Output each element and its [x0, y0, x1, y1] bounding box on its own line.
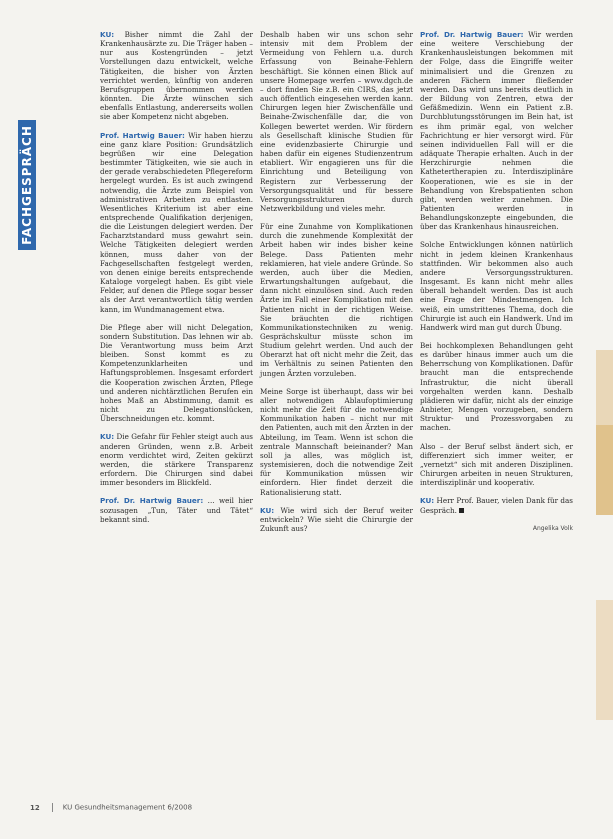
adjacent-page-edge	[596, 425, 613, 515]
paragraph	[260, 30, 413, 213]
speaker-label: Prof. Dr. Hartwig Bauer:	[420, 30, 524, 39]
section-label: FACHGESPRÄCH	[20, 125, 34, 245]
paragraph-text: Deshalb haben wir uns schon sehr intensiv mit dem Problem der Vermeidung von Fehlern u.a. durch Erfassung von Beinahe-Fehlern beschäftigt. Sie können einen Blick auf unsere Homepage werfen – www.dgch.de – dort finden Sie z.B. ein CIRS, das jetzt auch öffentlich eingesehen werden kann. Chirurgen legen hier Zwischenfälle und Beinahe-Zwischenfälle dar, die von Kollegen bewertet werden. Wir fördern als Gesellschaft klinische Studien für eine evidenzbasierte Chirurgie und haben dafür ein eigenes Studienzentrum etabliert. Wir engagieren uns für die Einrichtung und Beteiligung von Registern zur Verbesserung der Versorgungsqualität und für bessere Versorgungsstrukturen durch Netzwerkbildung und vieles mehr.	[260, 30, 413, 213]
paragraph	[420, 30, 573, 231]
paragraph	[260, 387, 413, 497]
paragraph-text: Meine Sorge ist überhaupt, dass wir bei aller notwendigen Ablaufoptimierung nicht mehr die Zeit für die notwendige Kommunikation haben – nicht nur mit den Patienten, auch mit den Ärzten in der Abteilung, im Team. Wenn ist schon die zentrale Mannschaft beieinander? Man soll ja alles, was möglich ist, systemisieren, doch die notwendige Zeit für Kommunikation müssen wir einfordern. Hier findet derzeit die Rationalisierung statt.	[260, 386, 413, 497]
paragraph-text: Die Pflege aber will nicht Delegation, sondern Substitution. Das lehnen wir ab. Die Verantwortung muss beim Arzt bleiben. Sonst kommt es zu Kompetenzunklarheiten und Haftungsproblemen. Insgesamt erfordert die Kooperation zwischen Ärzten, Pflege und anderen nichtärztlichen Berufen ein hohes Maß an Abstimmung, damit es nicht zu Delegationslücken, Überschneidungen etc. kommt.	[100, 322, 253, 424]
paragraph-text: Solche Entwicklungen können natürlich nicht in jedem kleinen Krankenhaus stattfinden. Wir bekommen also auch andere Versorgungsstrukturen. Insgesamt. Es kann nicht mehr alles überall behandelt werden. Das ist auch eine Frage der Mindestmengen. Ich weiß, ein umstrittenes Thema, doch die Chirurgie ist auch ein Handwerk. Und im Handwerk wird man gut durch Übung.	[420, 240, 573, 332]
speaker-label: KU:	[100, 30, 115, 39]
text-column-1	[100, 30, 253, 533]
paragraph	[100, 30, 253, 122]
paragraph	[420, 442, 573, 488]
publication-title: KU Gesundheitsmanagement 6/2008	[62, 803, 193, 812]
paragraph	[100, 131, 253, 314]
section-sidebar	[18, 120, 36, 250]
speaker-label: Prof. Hartwig Bauer:	[100, 130, 185, 140]
paragraph-text: Herr Prof. Bauer, vielen Dank für das Gespräch.	[420, 496, 573, 515]
author-credit: Angelika Volk	[532, 524, 573, 532]
footer-divider	[52, 803, 53, 812]
paragraph-text: Wir haben hierzu eine ganz klare Position: Grundsätzlich begrüßen wir eine Delegation bestimmter Tätigkeiten, wie sie auch in der gerade verabschiedeten Pflegereform hergelegt wurden. Es ist auch zwingend notwendig, die Ärzte zum Beispiel von administrativen Arbeiten zu entlasten. Wesentliches Kriterium ist aber eine entsprechende Qualifikation derjenigen, die die Leistungen delegiert werden. Der Facharztstandard muss gewahrt sein. Welche Tätigkeiten delegiert werden können, muss daher von der Fachgesellschaften festgelegt werden, von denen einige bereits entsprechende Kataloge vorgelegt haben. Es gibt viele Felder, auf denen die Pflege sogar besser als der Arzt verantwortlich tätig werden kann, im Wundmanagement etwa.	[100, 130, 253, 314]
text-column-2	[260, 30, 413, 542]
paragraph	[260, 506, 413, 533]
speaker-label: KU:	[420, 496, 435, 506]
paragraph	[420, 240, 573, 332]
adjacent-page-edge	[596, 350, 613, 425]
paragraph	[420, 496, 573, 514]
paragraph-text: Wir werden eine weitere Verschiebung der Krankenhausleistungen bekommen mit der Folge, dass die Eingriffe weiter minimalisiert und die Grenzen zu anderen Fächern immer fließender werden. Das wird uns bereits deutlich in der Bildung von Zentren, etwa der Gefäßmedizin. Wenn ein Patient z.B. Durchblutungsstörungen im Bein hat, ist es ihm primär egal, von welcher Fachrichtung er hier versorgt wird. Für seinen individuellen Fall will er die adäquate Therapie erhalten. Auch in der Herzchirurgie nehmen die Kathetertherapien zu. Interdisziplinäre Kooperationen, wie es sie in der Behandlung von Krebspatienten schon gibt, werden weiter zunehmen. Die Patienten werden in Behandlungskonzepte eingebunden, die über das Krankenhaus hinausreichen.	[420, 30, 573, 232]
paragraph-text: Bisher nimmt die Zahl der Krankenhausärzte zu. Die Träger haben – nur aus Kostengründen – jetzt Vorstellungen dazu entwickelt, welche Tätigkeiten, die bisher von Ärzten verrichtet werden, künftig von anderen Berufsgruppen übernommen werden könnten. Die Ärzte wünschen sich ebenfalls Entlastung, andererseits wollen sie aber Kompetenz nicht abgeben.	[100, 30, 253, 122]
speaker-label: KU:	[100, 432, 115, 442]
paragraph	[420, 341, 573, 433]
paragraph-text: Also – der Beruf selbst ändert sich, er differenziert sich immer weiter, er „vernetzt“ sich mit anderen Disziplinen. Chirurgen arbeiten in neuen Strukturen, interdisziplinär und kooperativ.	[420, 441, 573, 488]
paragraph-text: Die Gefahr für Fehler steigt auch aus anderen Gründen, wenn z.B. Arbeit enorm verdichtet wird, Zeiten gekürzt werden, die stärkere Transparenz erfordern. Die Chirurgen sind dabei immer besonders im Blickfeld.	[100, 432, 253, 488]
page-number: 12	[30, 803, 40, 812]
paragraph	[100, 323, 253, 424]
paragraph	[100, 432, 253, 487]
end-mark	[459, 508, 464, 513]
paragraph-text: Wie wird sich der Beruf weiter entwickeln? Wie sieht die Chirurgie der Zukunft aus?	[260, 505, 413, 533]
text-column-3	[420, 30, 573, 533]
page-footer	[30, 803, 192, 812]
speaker-label: Prof. Dr. Hartwig Bauer:	[100, 496, 204, 506]
paragraph-text: Bei hochkomplexen Behandlungen geht es darüber hinaus immer auch um die Beherrschung von Komplikationen. Dafür braucht man die entsprechende Infrastruktur, die nicht überall vorgehalten werden kann. Deshalb plädieren wir dafür, nicht als der einzige Anbieter, Mengen vorzugeben, sondern Struktur- und Prozessvorgaben zu machen.	[420, 341, 573, 433]
paragraph-text: ... weil hier sozusagen „Tun, Täter und Tätet“ bekannt sind.	[100, 496, 253, 524]
paragraph	[260, 222, 413, 378]
paragraph	[100, 496, 253, 523]
speaker-label: KU:	[260, 505, 275, 515]
adjacent-page-edge	[596, 600, 613, 720]
paragraph-text: Für eine Zunahme von Komplikationen durch die zunehmende Komplexität der Arbeit haben wir indes bisher keine Belege. Dass Patienten mehr reklamieren, hat viele andere Gründe. So werden, auch über die Medien, Erwartungshaltungen aufgebaut, die dann nicht einzulösen sind. Auch reden Ärzte im Fall einer Komplikation mit den Patienten nicht in der richtigen Weise. Sie bräuchten die richtigen Kommunikationstechniken zu wenig. Gesprächskultur müsste schon im Studium gelehrt werden. Und auch der Oberarzt hat oft nicht mehr die Zeit, das im Verhältnis zu seinen Patienten den jungen Ärzten vorzuleben.	[260, 222, 413, 378]
